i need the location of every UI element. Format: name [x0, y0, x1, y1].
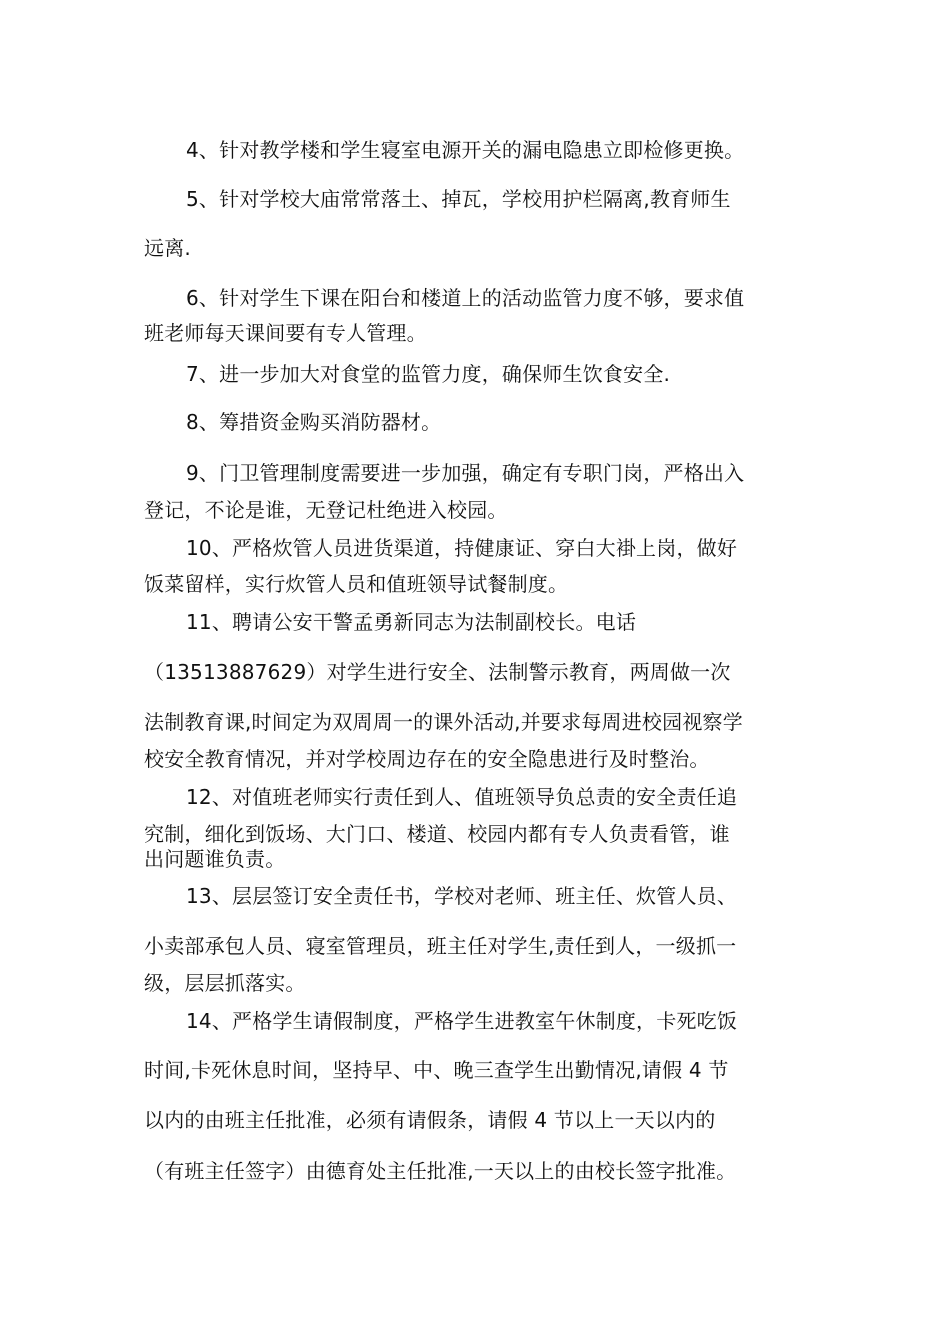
text-line: 究制，细化到饭场、大门口、楼道、校园内都有专人负责看管，谁 [144, 822, 730, 846]
text-line: 5、针对学校大庙常常落土、掉瓦，学校用护栏隔离,教育师生 [186, 187, 731, 211]
text-line: 6、针对学生下课在阳台和楼道上的活动监管力度不够，要求值 [186, 286, 745, 310]
text-line: 11、聘请公安干警孟勇新同志为法制副校长。电话 [186, 610, 637, 634]
text-line: 9、门卫管理制度需要进一步加强，确定有专职门岗，严格出入 [186, 461, 745, 485]
text-line: 法制教育课,时间定为双周周一的课外活动,并要求每周进校园视察学 [144, 710, 743, 734]
text-line: （有班主任签字）由德育处主任批准,一天以上的由校长签字批准。 [144, 1159, 737, 1183]
text-line: 校安全教育情况，并对学校周边存在的安全隐患进行及时整治。 [144, 747, 710, 771]
text-line: 12、对值班老师实行责任到人、值班领导负总责的安全责任追 [186, 785, 738, 809]
text-line: 登记，不论是谁，无登记杜绝进入校园。 [144, 498, 508, 522]
text-line: 8、筹措资金购买消防器材。 [186, 410, 442, 434]
text-line: 级，层层抓落实。 [144, 971, 306, 995]
text-line: 以内的由班主任批准，必须有请假条，请假 4 节以上一天以内的 [144, 1108, 716, 1132]
text-line: 4、针对教学楼和学生寝室电源开关的漏电隐患立即检修更换。 [186, 138, 745, 162]
text-line: 远离. [144, 236, 191, 260]
text-line: 饭菜留样，实行炊管人员和值班领导试餐制度。 [144, 572, 569, 596]
text-line: 出问题谁负责。 [144, 847, 286, 871]
text-line: 14、严格学生请假制度，严格学生进教室午休制度，卡死吃饭 [186, 1009, 738, 1033]
text-line: 13、层层签订安全责任书，学校对老师、班主任、炊管人员、 [186, 884, 738, 908]
text-line: 时间,卡死休息时间，坚持早、中、晚三查学生出勤情况,请假 4 节 [144, 1058, 729, 1082]
text-line: 10、严格炊管人员进货渠道，持健康证、穿白大褂上岗，做好 [186, 536, 738, 560]
text-line: 班老师每天课间要有专人管理。 [144, 321, 427, 345]
text-line: 7、进一步加大对食堂的监管力度，确保师生饮食安全. [186, 362, 671, 386]
text-line: 小卖部承包人员、寝室管理员，班主任对学生,责任到人，一级抓一 [144, 934, 737, 958]
text-line: （13513887629）对学生进行安全、法制警示教育，两周做一次 [144, 660, 731, 684]
